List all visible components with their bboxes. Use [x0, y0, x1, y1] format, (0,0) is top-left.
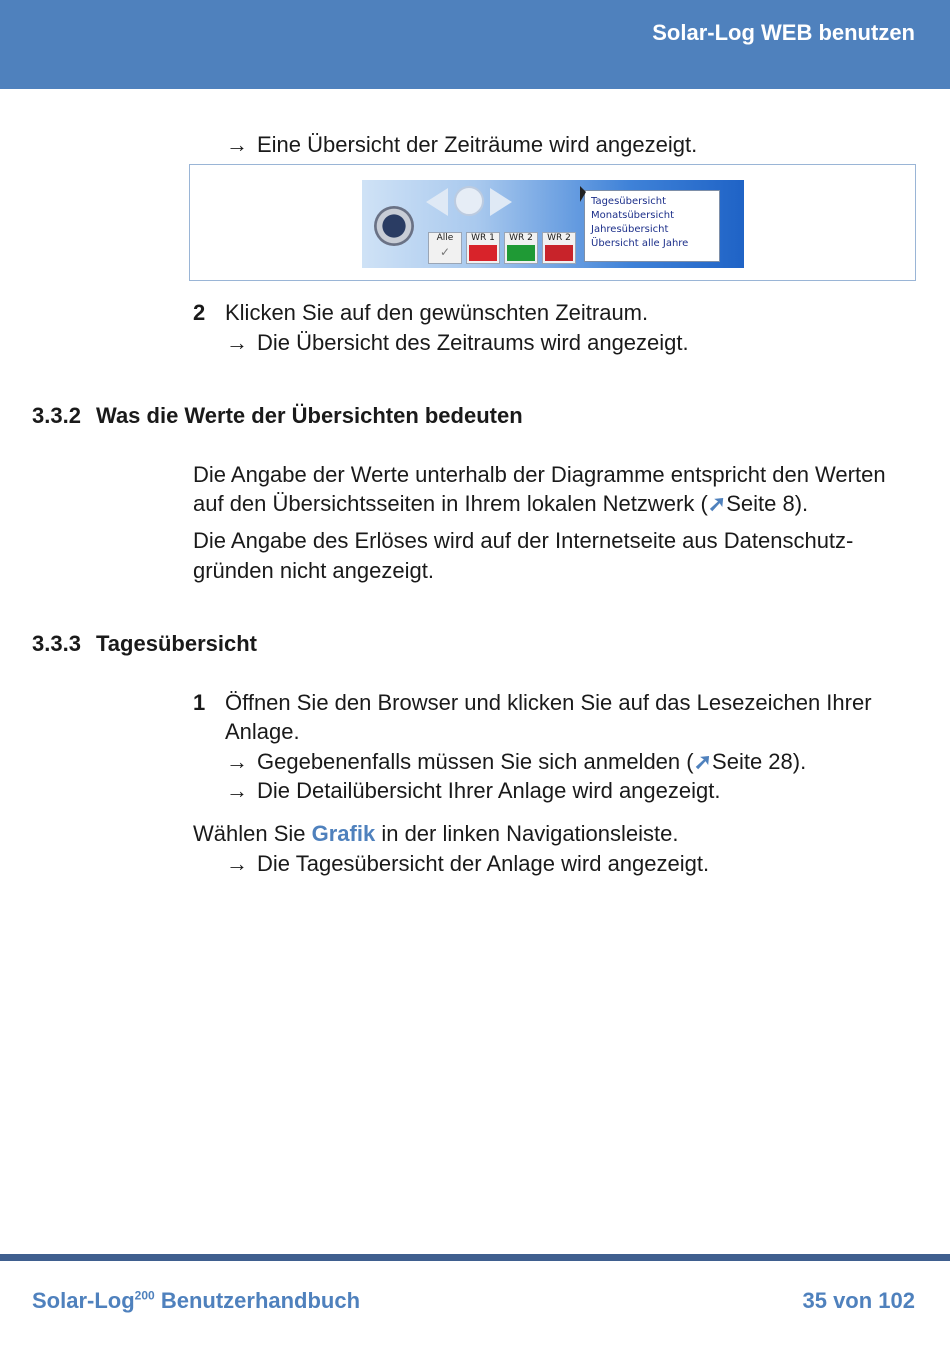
arrow-right-icon — [490, 188, 512, 216]
section-heading — [32, 402, 523, 430]
result-text: Die Detailübersicht Ihrer Anlage wird angezeigt. — [257, 778, 721, 803]
step-number: 2 — [193, 300, 206, 325]
embedded-screenshot — [362, 180, 744, 268]
color-swatch — [507, 245, 535, 261]
ui-term-grafik: Grafik — [311, 821, 376, 846]
filter-button-wr2: WR 2 — [504, 232, 538, 264]
page-header — [0, 0, 950, 89]
menu-item-all-years: Übersicht alle Jahre — [591, 238, 689, 249]
step-text: Öffnen Sie den Browser und klicken Sie auf das Lesezeichen Ihrer — [225, 690, 872, 715]
filter-button-wr1: WR 1 — [466, 232, 500, 264]
section-number: 3.3.2 — [32, 403, 81, 428]
paragraph-line: Die Angabe der Werte unterhalb der Diagramme entspricht den Werten — [193, 462, 886, 487]
section-title: Tagesübersicht — [96, 631, 257, 656]
arrow-left-icon — [426, 188, 448, 216]
result-text: Eine Übersicht der Zeiträume wird angezeigt. — [257, 132, 698, 157]
checkmark-icon: ✓ — [431, 245, 459, 261]
page-link[interactable]: Seite 28 — [712, 749, 793, 774]
menu-item-year: Jahresübersicht — [591, 224, 669, 235]
filter-button-wr2b: WR 2 — [542, 232, 576, 264]
filter-button-all: Alle ✓ — [428, 232, 462, 264]
color-swatch — [469, 245, 497, 261]
header-title: Solar-Log WEB benutzen — [652, 20, 915, 45]
link-arrow-icon: ➚ — [707, 491, 727, 516]
section-title: Was die Werte der Übersichten bedeuten — [96, 403, 523, 428]
step-number: 1 — [193, 690, 206, 715]
arrow-right-icon: → — [226, 132, 248, 157]
paragraph-line: auf den Übersichtsseiten in Ihrem lokalen Netzwerk (➚Seite 8). — [193, 491, 809, 516]
arrow-right-icon: → — [226, 778, 248, 803]
camera-icon — [374, 206, 414, 246]
instruction-text: Wählen Sie Grafik in der linken Navigationsleiste. — [193, 821, 679, 846]
color-swatch — [545, 245, 573, 261]
paragraph-line: gründen nicht angezeigt. — [193, 558, 434, 583]
link-arrow-icon: ➚ — [693, 749, 713, 774]
step-text: Anlage. — [225, 719, 300, 744]
hand-cursor-icon — [580, 186, 586, 202]
arrow-right-icon: → — [226, 851, 248, 876]
footer-divider — [0, 1254, 950, 1261]
result-text: Die Übersicht des Zeitraums wird angezeigt. — [257, 330, 689, 355]
period-dropdown-menu — [584, 190, 720, 262]
page-number: 35 von 102 — [802, 1288, 915, 1313]
zoom-icon — [454, 186, 484, 216]
arrow-right-icon: → — [226, 749, 248, 774]
arrow-right-icon: → — [226, 330, 248, 355]
section-heading — [32, 630, 257, 658]
section-number: 3.3.3 — [32, 631, 81, 656]
paragraph-line: Die Angabe des Erlöses wird auf der Internetseite aus Datenschutz- — [193, 528, 854, 553]
step-text: Klicken Sie auf den gewünschten Zeitraum. — [225, 300, 649, 325]
result-text: Gegebenenfalls müssen Sie sich anmelden (➚Seite 28). — [257, 749, 807, 774]
page-link[interactable]: Seite 8 — [726, 491, 795, 516]
result-text: Die Tagesübersicht der Anlage wird angezeigt. — [257, 851, 710, 876]
footer-document-title: Solar-Log$^{200}$ Benutzerhandbuch — [32, 1288, 361, 1313]
menu-item-month: Monatsübersicht — [591, 210, 675, 221]
menu-item-day: Tagesübersicht — [591, 196, 666, 207]
